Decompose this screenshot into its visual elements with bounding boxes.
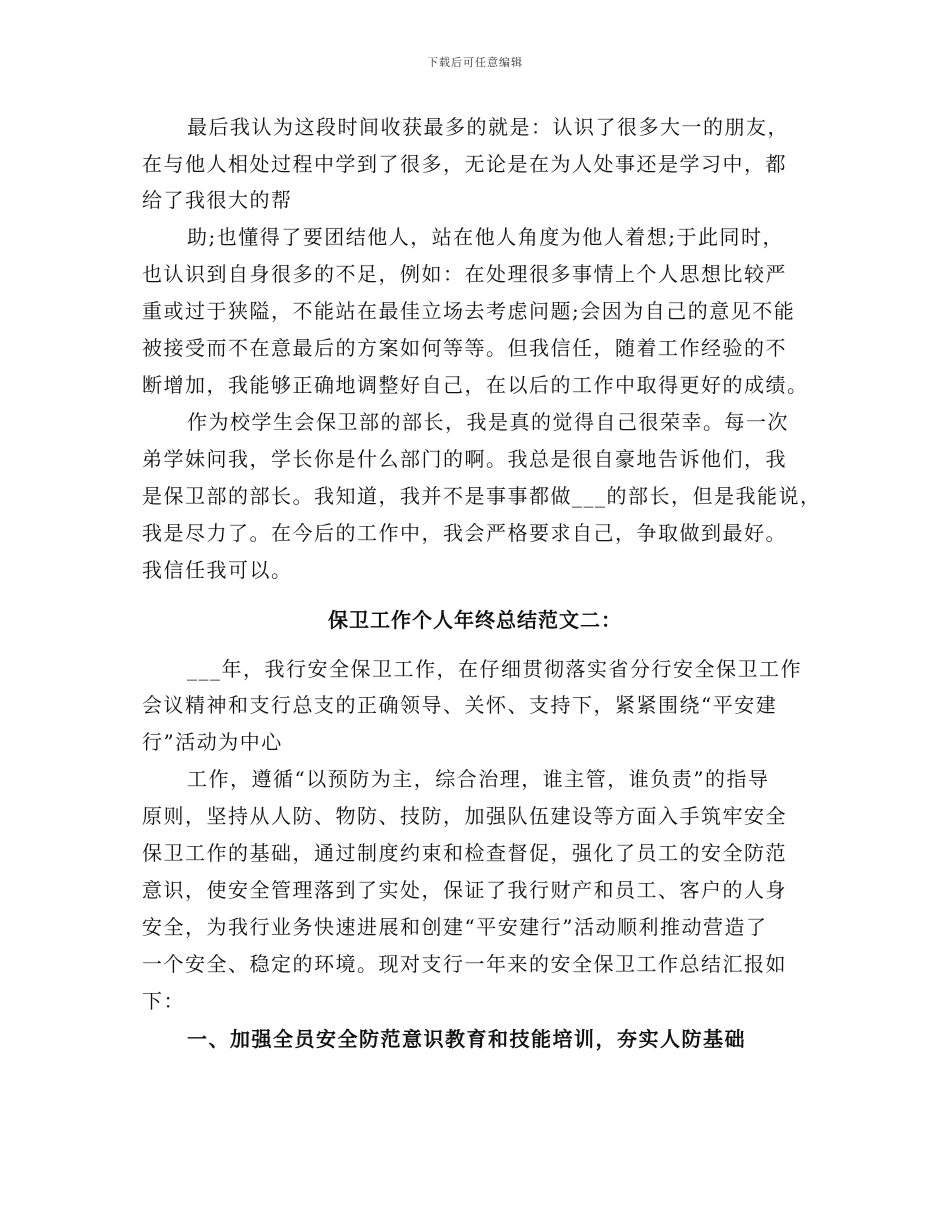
paragraph-line: 给了我很大的帮: [142, 188, 293, 212]
paragraph-line: 助;也懂得了要团结他人，站在他人角度为他人着想;于此同时，: [187, 225, 784, 249]
paragraph-line: 我信任我可以。: [142, 558, 293, 582]
paragraph-line: ___年，我行安全保卫工作，在仔细贯彻落实省分行安全保卫工作: [187, 657, 802, 681]
paragraph-line: 最后我认为这段时间收获最多的就是：认识了很多大一的朋友，: [187, 115, 789, 139]
paragraph-line: 作为校学生会保卫部的部长，我是真的觉得自己很荣幸。每一次: [187, 410, 789, 434]
paragraph-line: 意识，使安全管理落到了实处，保证了我行财产和员工、客户的人身: [142, 878, 787, 902]
paragraph-line: 被接受而不在意最后的方案如何等等。但我信任，随着工作经验的不: [142, 336, 787, 360]
paragraph-line: 我是尽力了。在今后的工作中，我会严格要求自己，争取做到最好。: [142, 521, 787, 545]
paragraph-line: 在与他人相处过程中学到了很多，无论是在为人处事还是学习中，都: [142, 152, 787, 176]
paragraph-line: 弟学妹问我，学长你是什么部门的啊。我总是很自豪地告诉他们，我: [142, 447, 787, 471]
paragraph-line: 是保卫部的部长。我知道，我并不是事事都做___的部长，但是我能说，: [142, 484, 822, 508]
paragraph-line: 保卫工作的基础，通过制度约束和检查督促，强化了员工的安全防范: [142, 841, 787, 865]
paragraph-line: 安全，为我行业务快速进展和创建“平安建行”活动顺利推动营造了: [142, 915, 768, 939]
paragraph-line: 也认识到自身很多的不足，例如：在处理很多事情上个人思想比较严: [142, 262, 787, 286]
page-header: 下载后可任意编辑: [427, 56, 523, 69]
paragraph-line: 工作，遵循“以预防为主，综合治理，谁主管，谁负责”的指导: [187, 767, 770, 791]
section-heading: 保卫工作个人年终总结范文二：: [328, 608, 622, 632]
paragraph-line: 重或过于狭隘，不能站在最佳立场去考虑问题;会因为自己的意见不能: [142, 299, 796, 323]
paragraph-line: 一个安全、稳定的环境。现对支行一年来的安全保卫工作总结汇报如: [142, 952, 787, 976]
paragraph-line: 下：: [142, 989, 185, 1013]
paragraph-line: 原则，坚持从人防、物防、技防，加强队伍建设等方面入手筑牢安全: [142, 804, 787, 828]
section-subheading: 一、加强全员安全防范意识教育和技能培训，夯实人防基础: [187, 1027, 746, 1051]
paragraph-line: 断增加，我能够正确地调整好自己，在以后的工作中取得更好的成绩。: [142, 373, 809, 397]
paragraph-line: 行”活动为中心: [142, 730, 283, 754]
paragraph-line: 会议精神和支行总支的正确领导、关怀、支持下，紧紧围绕“平安建: [142, 693, 778, 717]
